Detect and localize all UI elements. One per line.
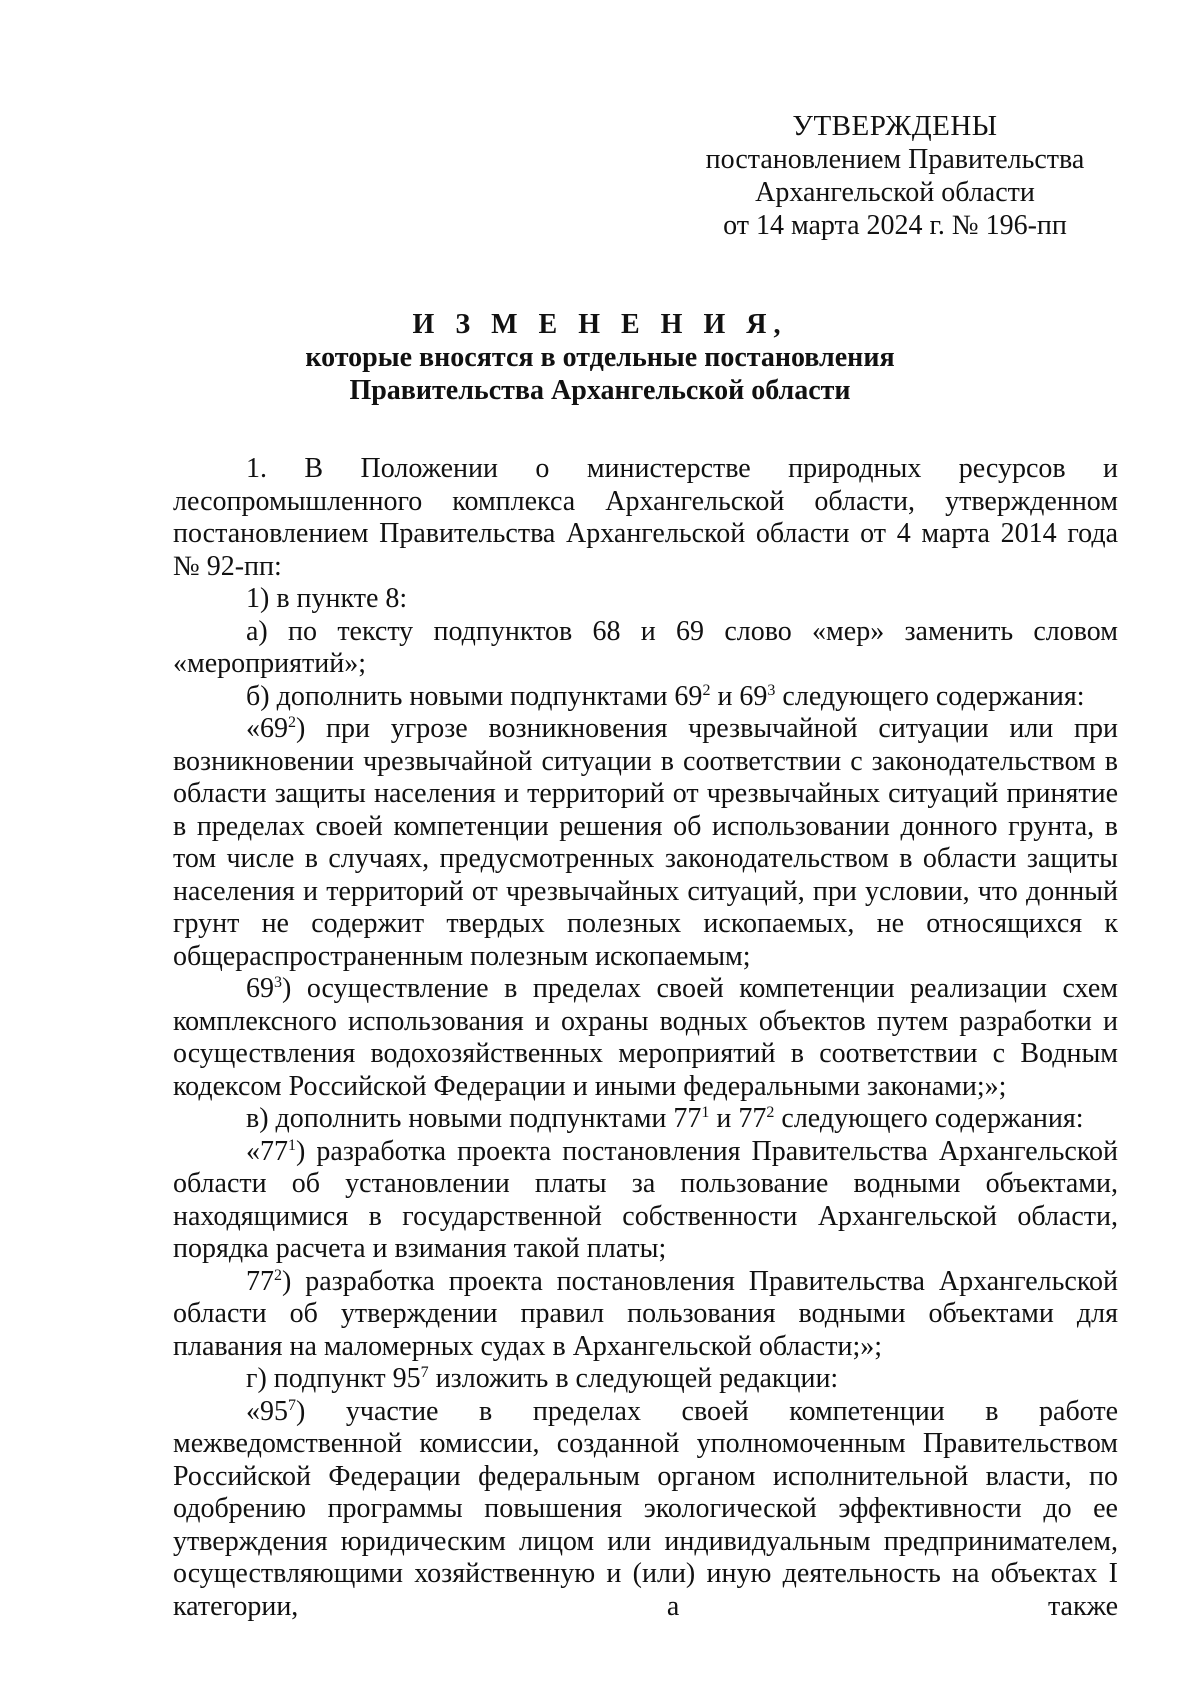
paragraph-77-1: «$77^1$) разработка проекта постановления Правительства Архангельской области об установлении платы за пользование водными объектами, находящимися в государственной собственности Архангельской области, порядка расчета и взимания такой платы;	[173, 1135, 1118, 1264]
approval-line-region: Архангельской области	[755, 177, 1035, 208]
paragraph-item-b: б) дополнить новыми подпунктами $69^2$ и $69^3$ следующего содержания:	[246, 680, 1085, 712]
paragraph-69-2: «$69^2$) при угрозе возникновения чрезвычайной ситуации или при возникновении чрезвычайной ситуации в соответствии с законодательством в области защиты населения и территорий от чрезвычайных ситуаций принятие в пределах своей компетенции решения об использовании донного грунта, в том числе в случаях, предусмотренных законодательством в области защиты населения и территорий от чрезвычайных ситуаций, при условии, что донный грунт не содержит твердых полезных ископаемых, не относящихся к общераспространенным полезным ископаемым;	[173, 713, 1118, 972]
title-main: И З М Е Н Е Н И Я,	[412, 309, 788, 340]
paragraph-95-7: «$95^7$) участие в пределах своей компетенции в работе межведомственной комиссии, созданной уполномоченным Правительством Российской Федерации федеральным органом исполнительной власти, по одобрению программы повышения экологической эффективности до ее утверждения юридическим лицом или индивидуальным предпринимателем, осуществляющими хозяйственную и (или) иную деятельность на объектах I категории, а также	[173, 1395, 1118, 1622]
document-title	[150, 308, 1050, 407]
document-body	[173, 453, 1118, 1623]
paragraph-item-v: в) дополнить новыми подпунктами $77^1$ и $77^2$ следующего содержания:	[246, 1103, 1084, 1134]
paragraph-item-g: г) подпункт $95^7$ изложить в следующей редакции:	[246, 1363, 839, 1394]
title-subline-1: которые вносятся в отдельные постановления	[305, 342, 895, 373]
paragraph-item-a: а) по тексту подпунктов 68 и 69 слово «мер» заменить словом «мероприятий»;	[173, 615, 1118, 679]
approval-stamp	[690, 110, 1100, 242]
approval-line-decree: постановлением Правительства	[705, 144, 1085, 175]
approval-line-date: от 14 марта 2024 г. № 196-пп	[723, 210, 1067, 241]
paragraph-77-2: $77^2$) разработка проекта постановления Правительства Архангельской области об утверждении правил пользования водными объектами для плавания на маломерных судах в Архангельской области;»;	[173, 1265, 1118, 1362]
title-subline-2: Правительства Архангельской области	[349, 375, 851, 406]
approval-heading: УТВЕРЖДЕНЫ	[792, 110, 998, 142]
paragraph-item-1: 1) в пункте 8:	[246, 583, 408, 614]
paragraph-69-3: $69^3$) осуществление в пределах своей компетенции реализации схем комплексного использования и охраны водных объектов путем разработки и осуществления водохозяйственных мероприятий в соответствии с Водным кодексом Российской Федерации и иными федеральными законами;»;	[173, 973, 1118, 1102]
paragraph-1: 1. В Положении о министерстве природных ресурсов и лесопромышленного комплекса Архангельской области, утвержденном постановлением Правительства Архангельской области от 4 марта 2014 года № 92-пп:	[173, 453, 1118, 582]
